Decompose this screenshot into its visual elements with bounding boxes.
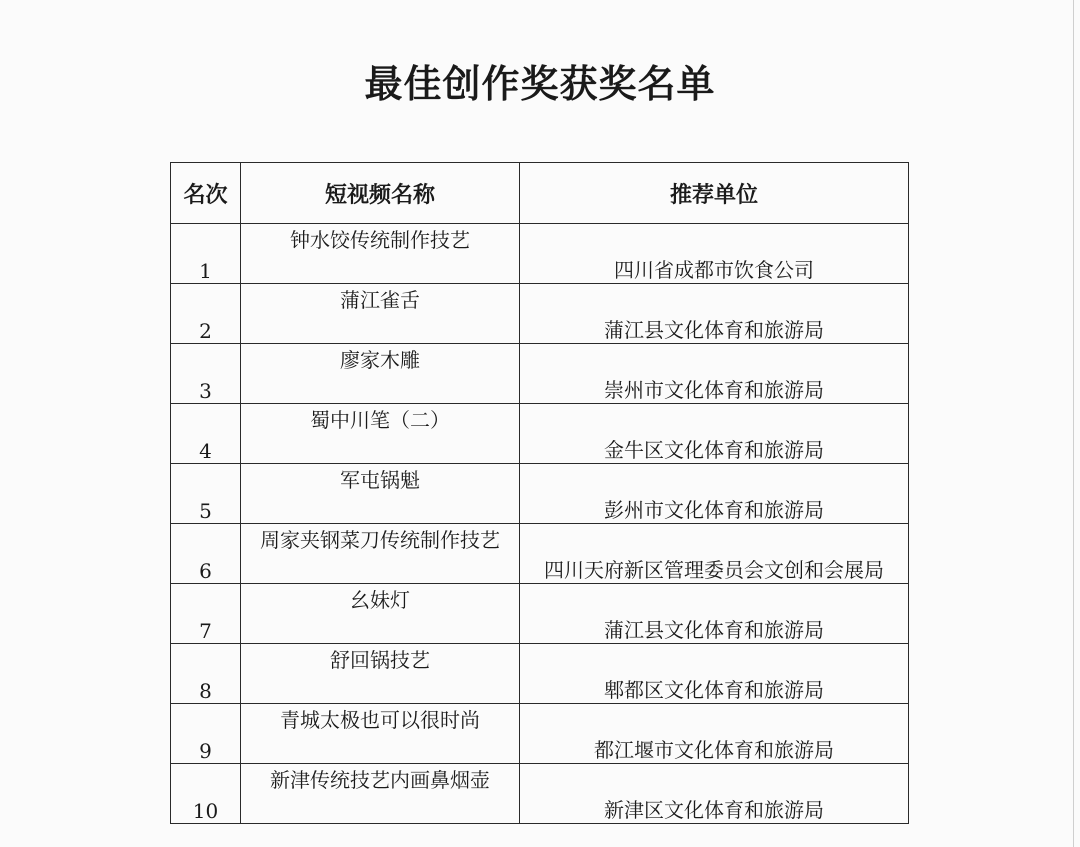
video-title-cell: 周家夹钢菜刀传统制作技艺: [241, 524, 520, 584]
table-row: [171, 464, 909, 524]
table-row: [171, 284, 909, 344]
rank-cell: 6: [171, 524, 241, 584]
video-title-cell: 军屯锅魁: [241, 464, 520, 524]
recommending-unit-cell: 都江堰市文化体育和旅游局: [520, 704, 909, 764]
recommending-unit-cell: 四川省成都市饮食公司: [520, 224, 909, 284]
video-title-cell: 幺妹灯: [241, 584, 520, 644]
recommending-unit-cell: 彭州市文化体育和旅游局: [520, 464, 909, 524]
recommending-unit-cell: 蒲江县文化体育和旅游局: [520, 584, 909, 644]
rank-cell: 2: [171, 284, 241, 344]
video-title-cell: 新津传统技艺内画鼻烟壶: [241, 764, 520, 824]
table-row: [171, 644, 909, 704]
rank-cell: 4: [171, 404, 241, 464]
recommending-unit-cell: 金牛区文化体育和旅游局: [520, 404, 909, 464]
rank-cell: 8: [171, 644, 241, 704]
recommending-unit-cell: 四川天府新区管理委员会文创和会展局: [520, 524, 909, 584]
table-header: [171, 163, 909, 224]
table-row: [171, 404, 909, 464]
rank-cell: 10: [171, 764, 241, 824]
table-row: [171, 704, 909, 764]
table-row: [171, 224, 909, 284]
page-edge: [1073, 0, 1074, 847]
recommending-unit-cell: 郫都区文化体育和旅游局: [520, 644, 909, 704]
video-title-cell: 蜀中川笔（二）: [241, 404, 520, 464]
header-row: [171, 163, 909, 224]
table-row: [171, 344, 909, 404]
recommending-unit-cell: 崇州市文化体育和旅游局: [520, 344, 909, 404]
table-row: [171, 524, 909, 584]
recommending-unit-cell: 新津区文化体育和旅游局: [520, 764, 909, 824]
video-title-cell: 青城太极也可以很时尚: [241, 704, 520, 764]
award-table: [170, 162, 909, 824]
header-video-title: 短视频名称: [241, 163, 520, 224]
recommending-unit-cell: 蒲江县文化体育和旅游局: [520, 284, 909, 344]
header-recommending-unit: 推荐单位: [520, 163, 909, 224]
table-row: [171, 764, 909, 824]
video-title-cell: 廖家木雕: [241, 344, 520, 404]
video-title-cell: 蒲江雀舌: [241, 284, 520, 344]
table-body: [171, 224, 909, 824]
rank-cell: 5: [171, 464, 241, 524]
document-title: 最佳创作奖获奖名单: [364, 62, 716, 106]
table-row: [171, 584, 909, 644]
rank-cell: 1: [171, 224, 241, 284]
rank-cell: 7: [171, 584, 241, 644]
header-rank: 名次: [171, 163, 241, 224]
video-title-cell: 钟水饺传统制作技艺: [241, 224, 520, 284]
rank-cell: 9: [171, 704, 241, 764]
rank-cell: 3: [171, 344, 241, 404]
video-title-cell: 舒回锅技艺: [241, 644, 520, 704]
